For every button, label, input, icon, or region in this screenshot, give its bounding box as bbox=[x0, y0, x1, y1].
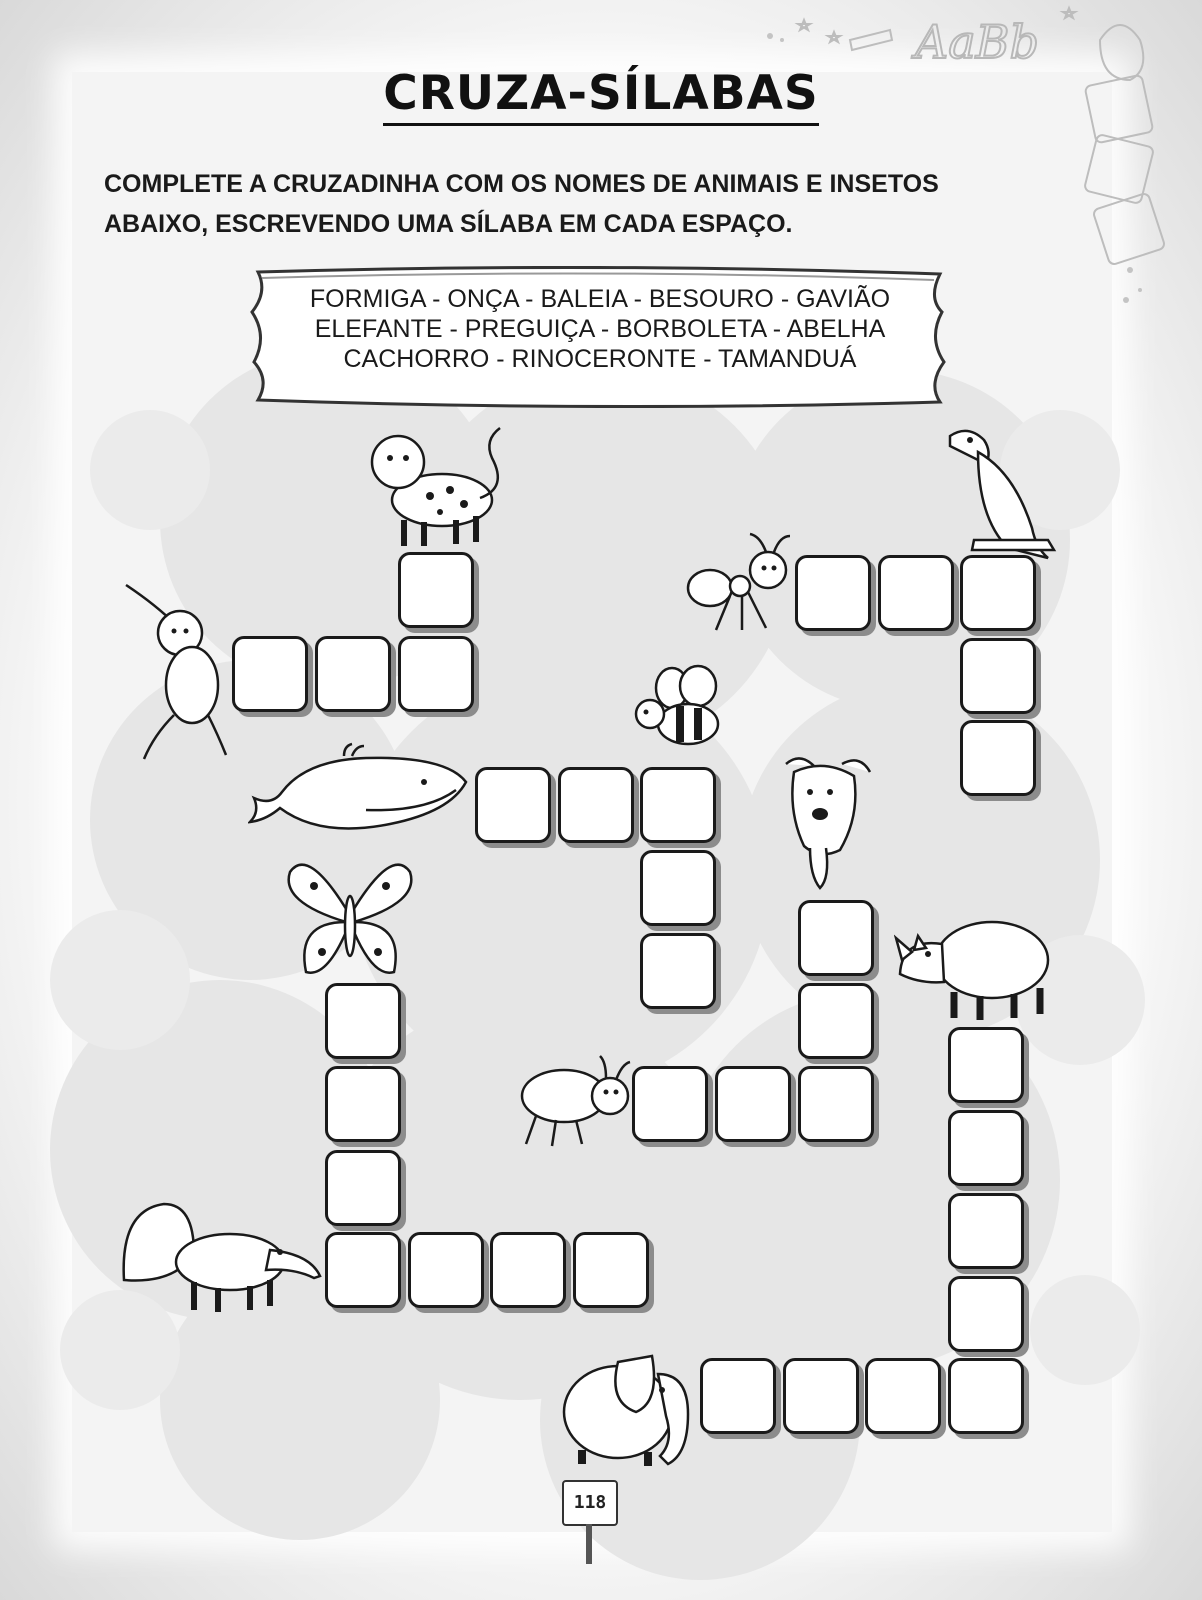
ant-icon bbox=[686, 530, 796, 635]
crossword-cell-gaviao[interactable] bbox=[960, 720, 1036, 796]
crossword-cell-rinoceronte[interactable] bbox=[948, 1110, 1024, 1186]
rhino-icon bbox=[894, 904, 1056, 1024]
crossword-cell-besouro[interactable] bbox=[632, 1066, 708, 1142]
crossword-cell-tamandua[interactable] bbox=[573, 1232, 649, 1308]
crossword-cell-abelha[interactable] bbox=[640, 933, 716, 1009]
instructions-line-2: ABAIXO, ESCREVENDO UMA SÍLABA EM CADA ESPAÇO. bbox=[104, 210, 793, 238]
beetle-icon bbox=[516, 1052, 632, 1148]
page-title: CRUZA-SÍLABAS bbox=[0, 66, 1202, 121]
word-bank-line-2: ELEFANTE - PREGUIÇA - BORBOLETA - ABELHA bbox=[314, 315, 886, 343]
crossword-cell-baleia[interactable] bbox=[640, 767, 716, 843]
crossword-cell-rinoceronte[interactable] bbox=[948, 1358, 1024, 1434]
page-number-sign-post bbox=[586, 1524, 592, 1564]
hawk-icon bbox=[940, 422, 1060, 560]
corner-letters: AaBb bbox=[915, 15, 1039, 69]
crossword-cell-baleia[interactable] bbox=[475, 767, 551, 843]
crossword-cell-besouro[interactable] bbox=[715, 1066, 791, 1142]
dog-icon bbox=[776, 752, 876, 897]
crossword-cell-rinoceronte[interactable] bbox=[948, 1193, 1024, 1269]
crossword-cell-tamandua[interactable] bbox=[408, 1232, 484, 1308]
crossword-cell-elefante[interactable] bbox=[700, 1358, 776, 1434]
sloth-icon bbox=[122, 575, 232, 765]
crossword-cell-elefante[interactable] bbox=[783, 1358, 859, 1434]
crossword-cell-borboleta[interactable] bbox=[325, 1066, 401, 1142]
crossword-cell-tamandua[interactable] bbox=[490, 1232, 566, 1308]
crossword-cell-borboleta[interactable] bbox=[325, 1150, 401, 1226]
crossword-cell-formiga[interactable] bbox=[960, 555, 1036, 631]
page-number: 118 bbox=[562, 1480, 618, 1526]
crossword-cell-borboleta[interactable] bbox=[325, 1232, 401, 1308]
crossword-cell-cachorro[interactable] bbox=[798, 1066, 874, 1142]
crossword-cell-baleia[interactable] bbox=[558, 767, 634, 843]
crossword-cell-cachorro[interactable] bbox=[798, 900, 874, 976]
crossword-cell-rinoceronte[interactable] bbox=[948, 1027, 1024, 1103]
corner-decoration bbox=[730, 0, 1202, 320]
instructions-line-1: COMPLETE A CRUZADINHA COM OS NOMES DE ANIMAIS E INSETOS bbox=[104, 170, 939, 198]
jaguar-icon bbox=[360, 420, 510, 550]
word-bank-line-1: FORMIGA - ONÇA - BALEIA - BESOURO - GAVIÃO bbox=[309, 285, 891, 313]
whale-icon bbox=[248, 742, 470, 836]
butterfly-icon bbox=[282, 856, 418, 984]
crossword-cell-preguica[interactable] bbox=[232, 636, 308, 712]
word-bank-line-3: CACHORRO - RINOCERONTE - TAMANDUÁ bbox=[343, 345, 857, 373]
crossword-cell-formiga[interactable] bbox=[878, 555, 954, 631]
crossword-cell-cachorro[interactable] bbox=[798, 983, 874, 1059]
crossword-cell-gaviao[interactable] bbox=[960, 638, 1036, 714]
crossword-cell-onca[interactable] bbox=[398, 636, 474, 712]
crossword-cell-abelha[interactable] bbox=[640, 850, 716, 926]
crossword-cell-formiga[interactable] bbox=[795, 555, 871, 631]
crossword-cell-borboleta[interactable] bbox=[325, 983, 401, 1059]
anteater-icon bbox=[120, 1200, 326, 1316]
bee-icon bbox=[628, 664, 728, 768]
crossword-cell-onca[interactable] bbox=[398, 552, 474, 628]
crossword-cell-rinoceronte[interactable] bbox=[948, 1276, 1024, 1352]
elephant-icon bbox=[558, 1334, 698, 1468]
crossword-cell-preguica[interactable] bbox=[315, 636, 391, 712]
crossword-cell-elefante[interactable] bbox=[865, 1358, 941, 1434]
